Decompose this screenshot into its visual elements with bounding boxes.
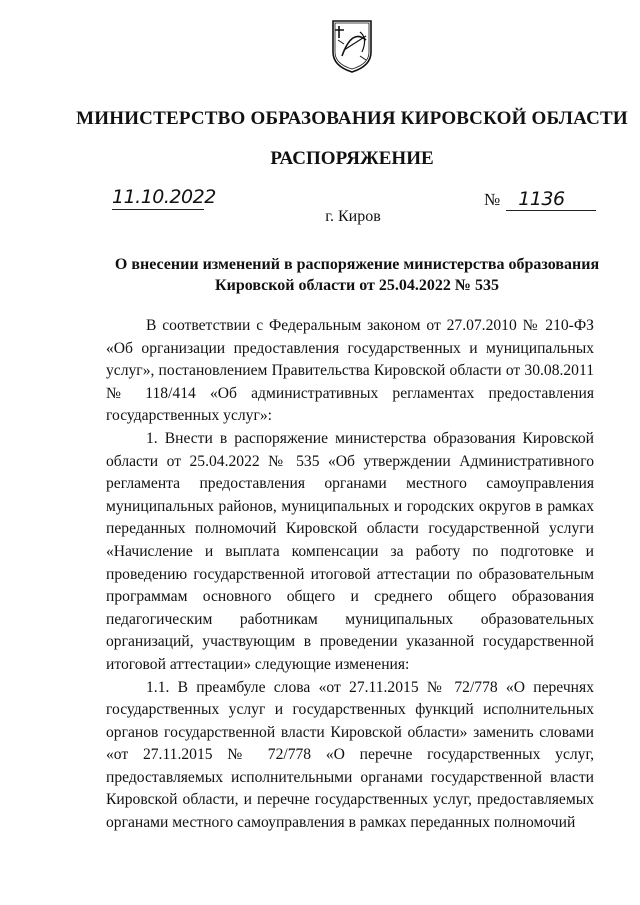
city: г. Киров	[325, 208, 381, 225]
subject-line-2: Кировской области от 25.04.2022 № 535	[215, 277, 499, 294]
paragraph-preamble: В соответствии с Федеральным законом от 27.07.2010 № 210-ФЗ «Об организации предоставления государственных и муниципальных услуг», постановлением Правительства Кировской области от 30.08.2011 № 118/414 «Об административных регламентах предоставления государственных услуг»:	[106, 317, 594, 425]
document-type: РАСПОРЯЖЕНИЕ	[270, 148, 434, 169]
kirov-coat-of-arms-icon	[330, 18, 374, 74]
number-value: 1136	[506, 188, 596, 211]
document-subject	[108, 254, 606, 296]
document-date: 11.10.2022	[112, 186, 216, 208]
subject-line-1: О внесении изменений в распоряжение министерства образования	[114, 256, 600, 273]
paragraph-item-1-1: 1.1. В преамбуле слова «от 27.11.2015 № 72/778 «О перечнях государственных услуг и государственных функций исполнительных органов государственной власти Кировской области» заменить словами «от 27.11.2015 № 72/778 «О перечне государственных услуг, предоставляемых исполнительными органами государственной власти Кировской области, и перечне государственных услуг, предоставляемых органами местного самоуправления в рамках переданных полномочий	[106, 678, 594, 832]
paragraph-item-1: 1. Внести в распоряжение министерства образования Кировской области от 25.04.2022 № 535 «Об утверждении Административного регламента предоставления органами местного самоуправления муниципальных районов, муниципальных и городских округов в рамках переданных полномочий Кировской области государственной услуги «Начисление и выплата компенсации за работу по подготовке и проведению государственной итоговой аттестации по образовательным программам основного общего и среднего общего образования педагогическим работникам муниципальных образовательных организаций, участвующим в проведении указанной государственной итоговой аттестации» следующие изменения:	[106, 429, 594, 673]
document-body	[106, 315, 594, 835]
number-sign: №	[484, 190, 501, 209]
ministry-title: МИНИСТЕРСТВО ОБРАЗОВАНИЯ КИРОВСКОЙ ОБЛАСТИ	[76, 108, 628, 129]
